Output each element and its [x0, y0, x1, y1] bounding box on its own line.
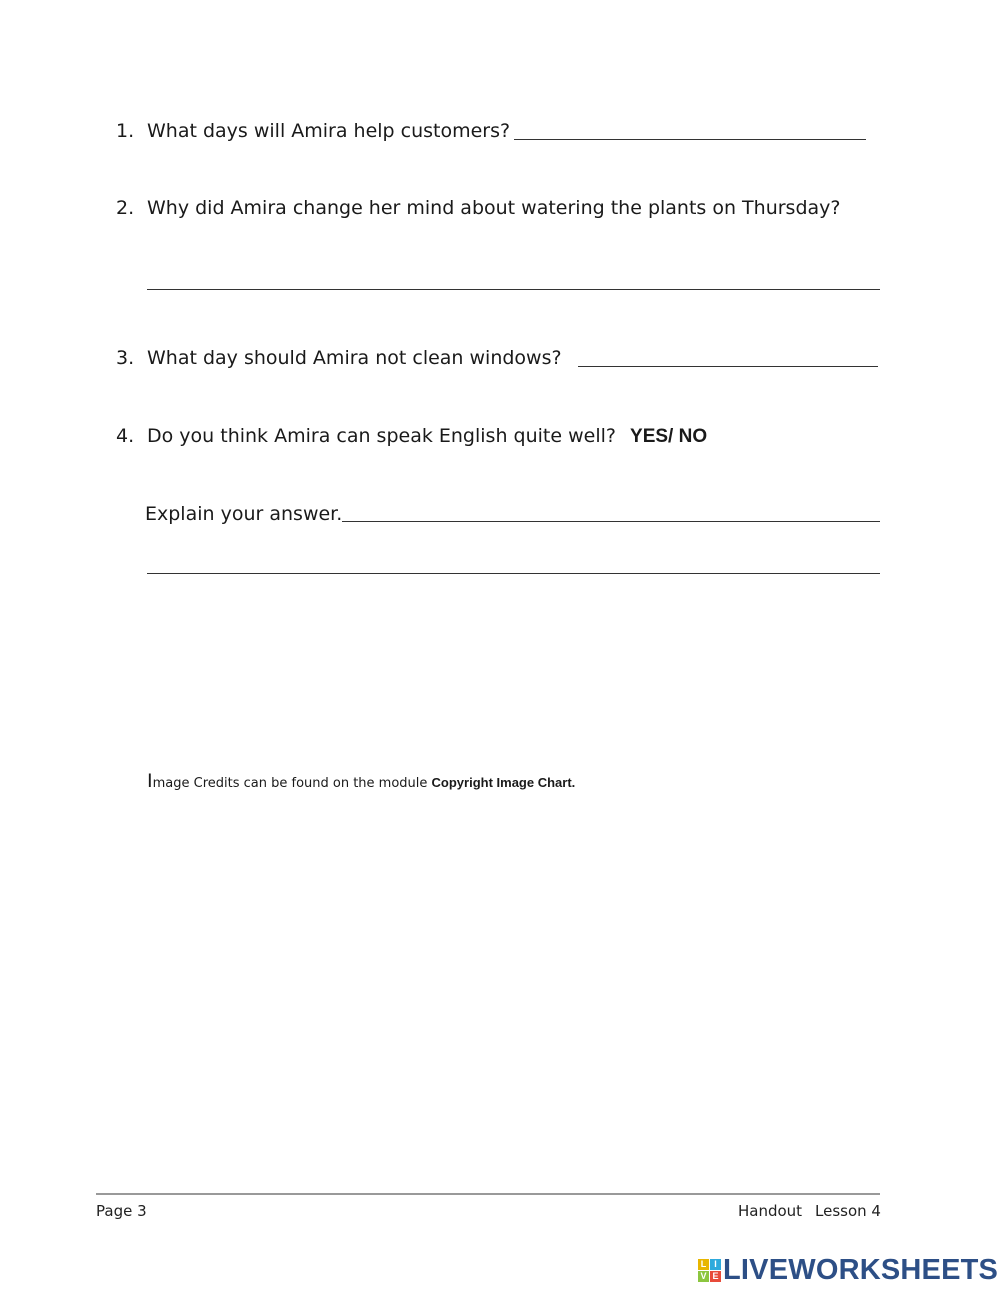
live-mark-icon [698, 1259, 721, 1282]
question-3-answer-line[interactable] [578, 366, 878, 367]
question-3-number: 3. [116, 347, 135, 369]
brand-text: LIVEWORKSHEETS [723, 1253, 999, 1286]
question-2-number: 2. [116, 197, 135, 219]
question-1-text: What days will Amira help customers? [147, 120, 511, 142]
explain-answer-line-1[interactable] [342, 521, 880, 522]
footer-page: Page 3 [96, 1202, 147, 1220]
image-credits [147, 770, 575, 792]
question-2-answer-line[interactable] [147, 289, 880, 290]
footer-handout: Handout [738, 1202, 803, 1220]
credits-initial: I [147, 770, 153, 792]
credits-text: mage Credits can be found on the module [152, 776, 432, 791]
liveworksheets-logo [698, 1255, 998, 1285]
question-1-answer-line[interactable] [514, 139, 866, 140]
live-mark-e: E [710, 1271, 721, 1282]
question-2-text: Why did Amira change her mind about watering the plants on Thursday? [147, 197, 841, 219]
question-3-text: What day should Amira not clean windows? [147, 347, 562, 369]
question-4-text: Do you think Amira can speak English quite well? [147, 425, 616, 447]
footer-lesson: Lesson 4 [815, 1202, 881, 1220]
explain-answer-line-2[interactable] [147, 573, 880, 574]
live-mark-i: I [710, 1259, 721, 1270]
footer-divider [96, 1193, 880, 1195]
credits-bold: Copyright Image Chart. [431, 775, 576, 790]
question-4-row [147, 424, 707, 449]
question-4-number: 4. [116, 425, 135, 447]
question-1-number: 1. [116, 120, 135, 142]
explain-label: Explain your answer. [145, 503, 343, 525]
live-mark-l: L [698, 1259, 709, 1270]
live-mark-v: V [698, 1271, 709, 1282]
yes-no-choices[interactable]: YES/ NO [630, 426, 708, 447]
